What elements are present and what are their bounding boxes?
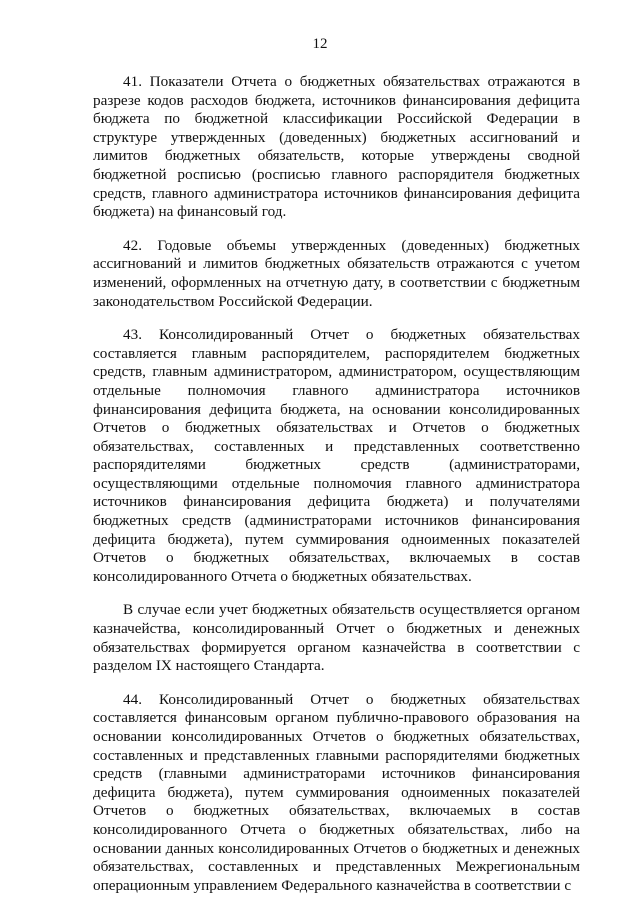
paragraph-41: 41. Показатели Отчета о бюджетных обязательствах отражаются в разрезе кодов расходов бюджета, источников финансирования дефицита бюджета по бюджетной классификации Российской Федерации в структуре утвержденных (доведенных) бюджетных ассигнований и лимитов бюджетных обязательств, которые утверждены сводной бюджетной росписью (росписью главного распорядителя бюджетных средств, главного администратора источников финансирования дефицита бюджета) на финансовый год. bbox=[93, 73, 580, 221]
page-number: 12 bbox=[312, 36, 328, 52]
paragraph-44: 44. Консолидированный Отчет о бюджетных обязательствах составляется финансовым органом публично-правового образования на основании консолидированных Отчетов о бюджетных обязательствах, составленных и представленных главными распорядителями бюджетных средств (главными администраторами источников финансирования дефицита бюджета), путем суммирования одноименных показателей Отчетов о бюджетных обязательствах, включаемых в состав консолидированного Отчета о бюджетных обязательствах, либо на основании данных консолидированных Отчетов о бюджетных и денежных обязательствах, составленных и представленных Межрегиональным операционным управлением Федерального казначейства в соответствии с bbox=[93, 690, 580, 894]
document-body bbox=[93, 73, 580, 895]
paragraph-43: 43. Консолидированный Отчет о бюджетных обязательствах составляется главным распорядителем, распорядителем бюджетных средств, главным администратором, администратором, осуществляющим отдельные полномочия главного администратора источников финансирования дефицита бюджета, на основании консолидированных Отчетов о бюджетных обязательствах и Отчетов о бюджетных обязательствах, составленных и представленных соответственно распорядителями бюджетных средств (администраторами, осуществляющими отдельные полномочия главного администратора источников финансирования дефицита бюджета) и получателями бюджетных средств (администраторами источников финансирования дефицита бюджета), путем суммирования одноименных показателей Отчетов о бюджетных обязательствах, включаемых в состав консолидированного Отчета о бюджетных обязательствах. bbox=[93, 326, 580, 585]
paragraph-treasury-note: В случае если учет бюджетных обязательств осуществляется органом казначейства, консолидированный Отчет о бюджетных и денежных обязательствах формируется органом казначейства в соответствии с разделом IX настоящего Стандарта. bbox=[93, 601, 580, 675]
paragraph-42: 42. Годовые объемы утвержденных (доведенных) бюджетных ассигнований и лимитов бюджетных обязательств отражаются с учетом изменений, оформленных на отчетную дату, в соответствии с бюджетным законодательством Российской Федерации. bbox=[93, 236, 580, 310]
